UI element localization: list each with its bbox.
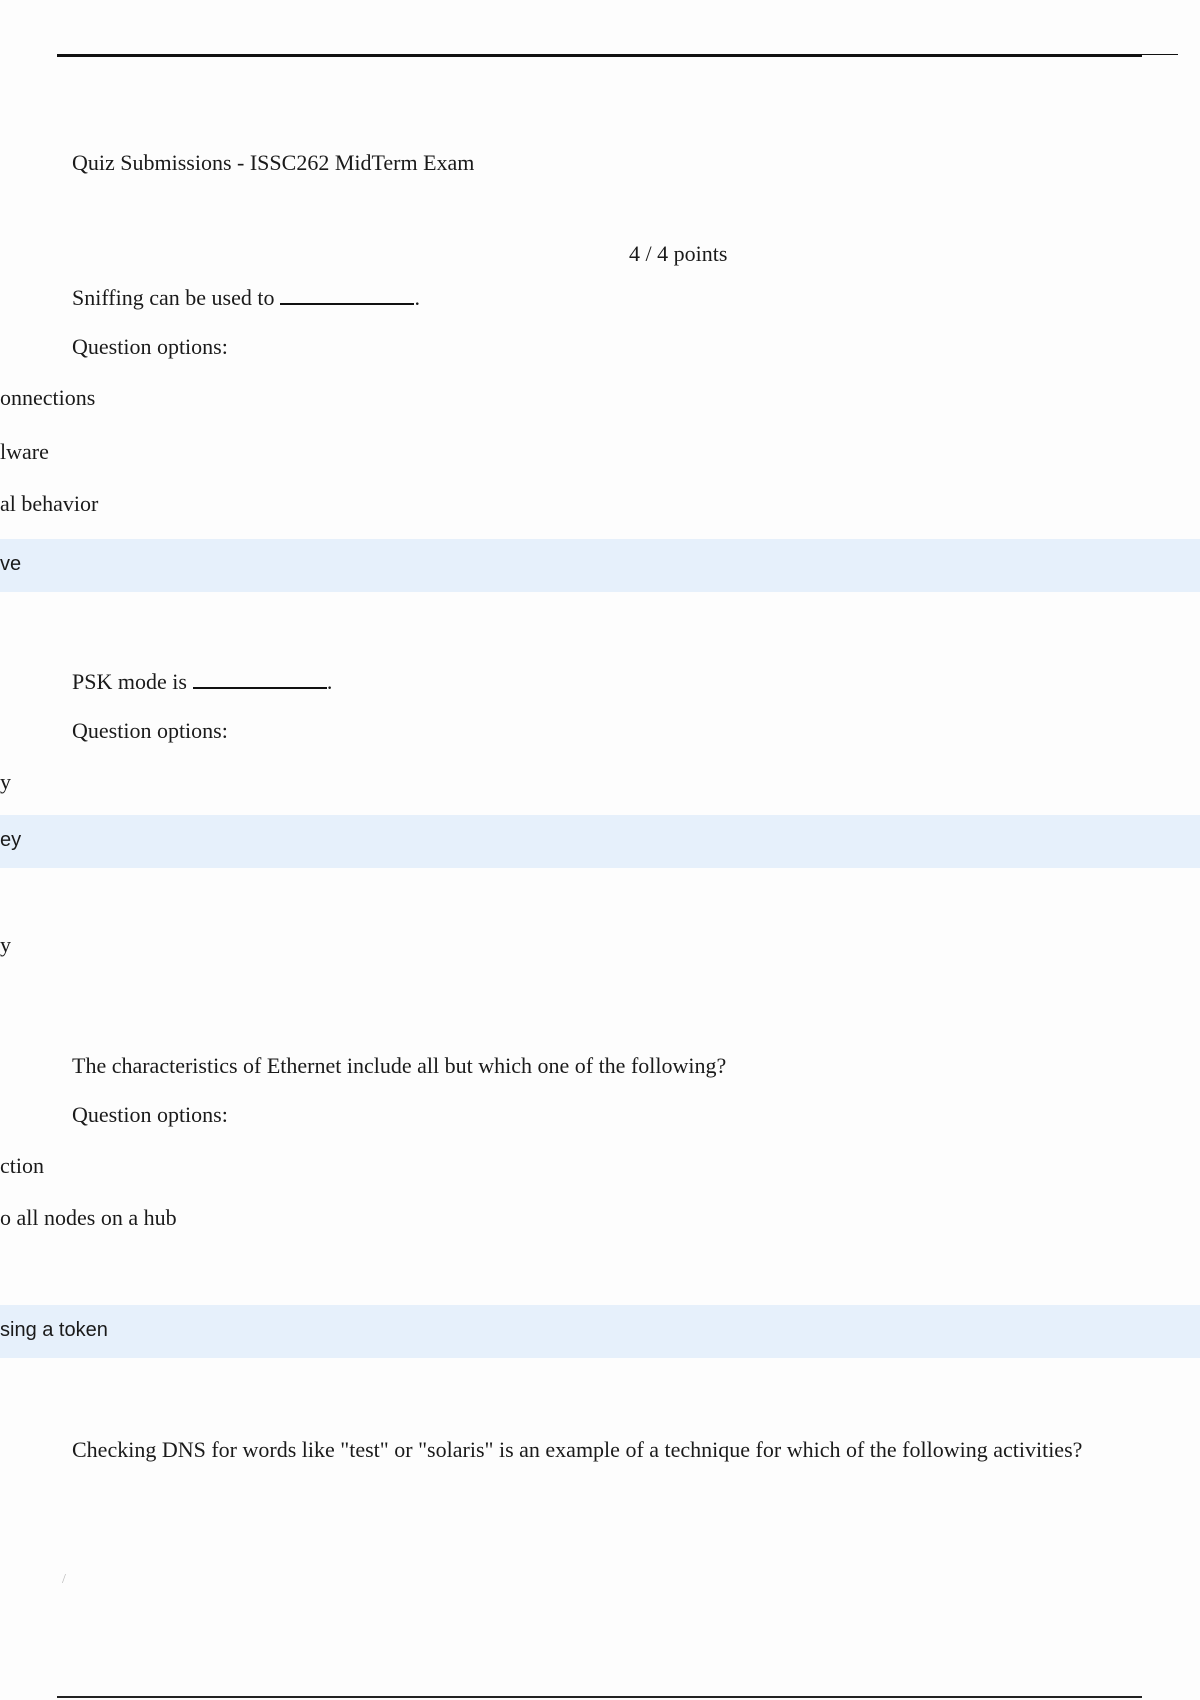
question-3-option[interactable]: ction [0, 1153, 44, 1178]
question-3-option[interactable]: o all nodes on a hub [0, 1205, 177, 1230]
question-3-text: The characteristics of Ethernet include all but which one of the following? [72, 1053, 727, 1078]
top-rule [57, 54, 1142, 57]
points-score: 4 / 4 points [629, 241, 728, 266]
question-4-text: Checking DNS for words like "test" or "solaris" is an example of a technique for which of the following activities? [72, 1437, 1083, 1462]
question-2-selected-row[interactable] [0, 815, 1200, 868]
question-3-selected-option[interactable]: sing a token [0, 1319, 108, 1341]
question-2-option[interactable]: y [0, 769, 11, 794]
question-2-prompt: PSK mode is [72, 669, 187, 694]
question-1-option[interactable]: al behavior [0, 491, 99, 516]
question-2-selected-option[interactable]: ey [0, 829, 22, 851]
question-1-options-label: Question options: [72, 334, 228, 359]
question-1-selected-row[interactable] [0, 539, 1200, 592]
question-3-options-label: Question options: [72, 1102, 228, 1127]
question-2-options-label: Question options: [72, 718, 228, 743]
question-1-selected-option[interactable]: ve [0, 553, 22, 575]
question-2-text [72, 667, 332, 697]
page-mark: / [62, 1572, 66, 1587]
question-1-option[interactable]: onnections [0, 385, 96, 410]
question-1-prompt: Sniffing can be used to [72, 285, 275, 310]
top-rule-tail [1142, 54, 1178, 55]
question-1-text [72, 283, 420, 313]
bottom-rule [57, 1696, 1142, 1698]
page-title: Quiz Submissions - ISSC262 MidTerm Exam [72, 150, 475, 175]
question-1-period: . [414, 285, 420, 310]
question-3-selected-row[interactable] [0, 1305, 1200, 1358]
question-2-option[interactable]: y [0, 932, 11, 957]
question-1-option[interactable]: lware [0, 439, 49, 464]
question-2-blank [193, 669, 327, 689]
question-1-blank [280, 285, 414, 305]
question-2-period: . [326, 669, 333, 694]
